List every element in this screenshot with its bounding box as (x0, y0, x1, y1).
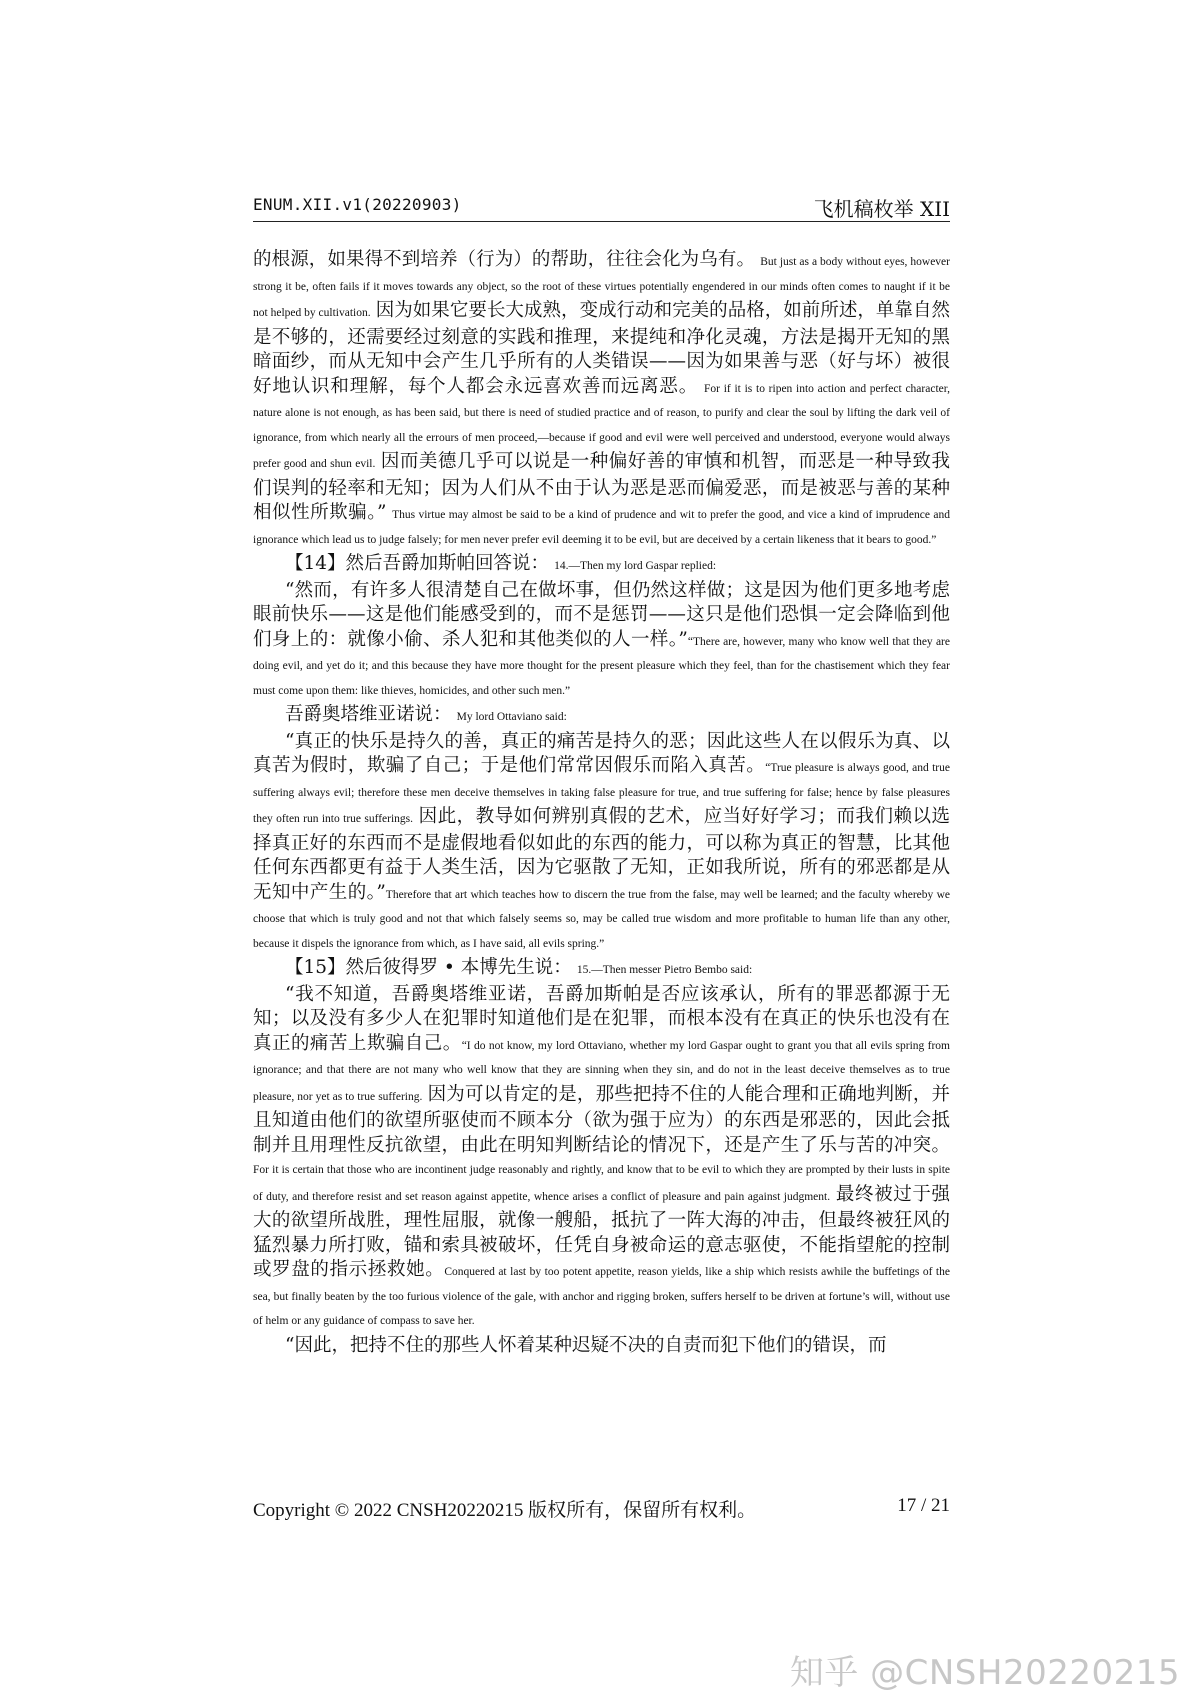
text-zh: 最终被过于强大的欲望所战胜，理性屈服，就像一艘船，抵抗了一阵大海的冲击，但最终被狂风的猛烈暴力所打败，锚和索具被破坏，任凭自身被命运的意志驱使，不能指望舵的控制或罗盘的指示拯救她。 (253, 1183, 950, 1280)
text-zh: 因为可以肯定的是，那些把持不住的人能合理和正确地判断，并且知道由他们的欲望所驱使而不顾本分（欲为强于应为）的东西是邪恶的，因此会抵制并且用理性反抗欲望，由此在明知判断结论的情况下，还是产生了乐与苦的冲突。 (253, 1083, 950, 1156)
text-zh: “然而，有许多人很清楚自己在做坏事，但仍然这样做；这是因为他们更多地考虑眼前快乐——这是他们能感受到的，而不是惩罚——这只是他们恐惧一定会降临到他们身上的：就像小偷、杀人犯和其他类似的人一样。” (253, 579, 950, 650)
page-number: 17 / 21 (897, 1495, 950, 1516)
watermark: 知乎 @CNSH20220215 (789, 1653, 1180, 1693)
paragraph-7 (253, 1334, 950, 1359)
paragraph-0 (253, 248, 950, 552)
page-header (253, 195, 950, 222)
text-zh: “因此，把持不住的那些人怀着某种迟疑不决的自责而犯下他们的错误，而 (285, 1334, 887, 1356)
text-en: “True pleasure is always good, and true suffering always evil; therefore these men deceive themselves in taking false pleasure for true, and true suffering for false; hence by false pleasures they often run into true sufferings. (253, 762, 950, 825)
text-en: 15.—Then messer Pietro Bembo said: (576, 964, 753, 976)
text-zh: “真正的快乐是持久的善，真正的痛苦是持久的恶；因此这些人在以假乐为真、以真苦为假时，欺骗了自己；于是他们常常因假乐而陷入真苦。 (253, 730, 950, 776)
paragraph-6 (253, 983, 950, 1334)
paragraph-3 (253, 703, 950, 730)
text-en: For if it is to ripen into action and perfect character, nature alone is not enough, as has been said, but there is need of studied practice and of reason, to purify and clear the soul by lifting the dark veil of ignorance, from which nearly all the errours of men proceed,—because if good and evil were well perceived and understood, everyone would always prefer good and shun evil. (253, 382, 950, 470)
text-zh: 因此，教导如何辨别真假的艺术，应当好好学习；而我们赖以选择真正好的东西而不是虚假地看似如此的东西的能力，可以称为真正的智慧，比其他任何东西都更有益于人类生活，因为它驱散了无知，正如我所说，所有的邪恶都是从无知中产生的。” (253, 806, 950, 903)
text-en: Therefore that art which teaches how to discern the true from the false, may well be learned; and the faculty whereby we choose that which is truly good and not that which falsely seems so, may be called true wisdom and more profitable to human life than any other, because it dispels the ignorance from which, as I have said, all evils spring.” (253, 888, 950, 950)
text-en: Conquered at last by too potent appetite, reason yields, like a ship which resists awhile the buffetings of the sea, but finally beaten by the too furious violence of the gale, with anchor and rigging broken, suffers herself to be driven at fortune’s will, without use of helm or any guidance of compass to save her. (253, 1266, 950, 1327)
text-zh: 吾爵奥塔维亚诺说： (285, 704, 452, 725)
paragraph-5 (253, 956, 950, 983)
text-zh: 【15】然后彼得罗 • 本博先生说： (285, 957, 572, 978)
text-en: But just as a body without eyes, however strong it be, often fails if it moves towards any object, so the root of these virtues potentially engendered in our minds often comes to naught if it be not helped by cultivation. (253, 256, 950, 319)
copyright-notice: Copyright © 2022 CNSH20220215 版权所有，保留所有权利。 (253, 1500, 757, 1521)
text-zh: 因为如果它要长大成熟，变成行动和完美的品格，如前所述，单靠自然是不够的，还需要经过刻意的实践和推理，来提纯和净化灵魂，方法是揭开无知的黑暗面纱，而从无知中会产生几乎所有的人类错误——因为如果善与恶（好与坏）被很好地认识和理解，每个人都会永远喜欢善而远离恶。 (253, 300, 950, 397)
text-en: “I do not know, my lord Ottaviano, whether my lord Gaspar ought to grant you that all evils spring from ignorance; and that there are not many who well know that they are sinning when they sin, and do not in the least deceive themselves as to true pleasure, nor yet as to true suffering. (253, 1039, 950, 1103)
document-id: ENUM.XII.v1(20220903) (253, 195, 462, 214)
text-en: My lord Ottaviano said: (456, 711, 567, 723)
text-en: “There are, however, many who know well that they are doing evil, and yet do it; and this because they have more thought for the present pleasure which they feel, than for the chastisement which they fear must come upon them: like thieves, homicides, and other such men.” (253, 635, 950, 697)
paragraph-1 (253, 552, 950, 579)
page-footer (253, 1495, 950, 1521)
text-zh: “我不知道，吾爵奥塔维亚诺，吾爵加斯帕是否应该承认，所有的罪恶都源于无知；以及没有多少人在犯罪时知道他们是在犯罪，而根本没有在真正的快乐也没有在真正的痛苦上欺骗自己。 (253, 983, 950, 1054)
body-text (253, 248, 950, 1470)
paragraph-4 (253, 730, 950, 957)
document-title: 飞机稿枚举 XII (813, 197, 950, 221)
text-en: 14.—Then my lord Gaspar replied: (554, 560, 717, 572)
text-zh: 【14】然后吾爵加斯帕回答说： (285, 553, 550, 574)
text-zh: 的根源，如果得不到培养（行为）的帮助，往往会化为乌有。 (253, 249, 756, 270)
text-en: Thus virtue may almost be said to be a kind of prudence and wit to prefer the good, and vice a kind of imprudence and ignorance which lead us to judge falsely; for men never prefer evil deeming it to be evil, but are deceived by a certain likeness that it bears to good.” (253, 509, 950, 546)
paragraph-2 (253, 579, 950, 704)
text-zh: 因而美德几乎可以说是一种偏好善的审慎和机智，而恶是一种导致我们误判的轻率和无知；因为人们从不由于认为恶是恶而偏爱恶，而是被恶与善的某种相似性所欺骗。” (253, 451, 950, 523)
text-en: For it is certain that those who are incontinent judge reasonably and rightly, and know that to be evil to which they are prompted by their lusts in spite of duty, and therefore resist and set reason against appetite, whence arises a conflict of pleasure and pain against judgment. (253, 1164, 950, 1203)
